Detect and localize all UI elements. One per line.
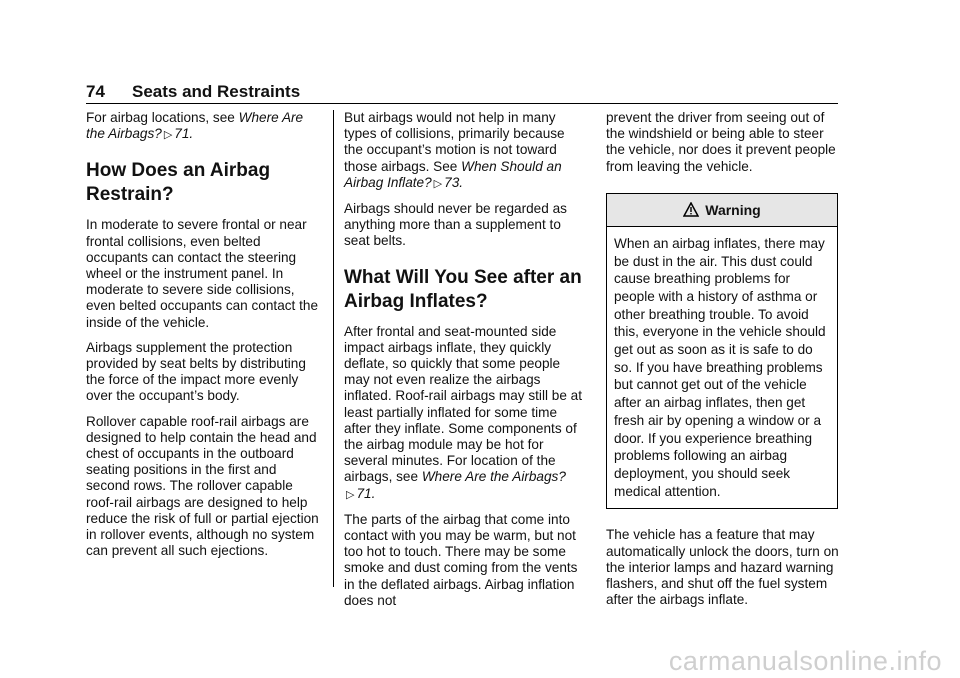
intro-text: For airbag locations, see [86,110,239,125]
paragraph: prevent the driver from seeing out of the windshield or being able to steer the vehicle, nor does it prevent people from leaving the vehicle. [606,110,836,174]
xref-title: Where Are the Airbags? [421,469,566,485]
xref-when-should-airbag-inflate[interactable]: When Should an Airbag Inflate? ▷ 73. [344,158,562,190]
paragraph: The vehicle has a feature that may automatically unlock the doors, turn on the interior lamps and hazard warning flashers, and shut off the fuel system after the airbags inflate. [606,527,839,608]
page-number: 74 [86,82,105,101]
xref-page: 71 [356,485,372,501]
page-ref-arrow-icon: ▷ [346,488,355,501]
column-1 [86,110,321,568]
xref-where-are-airbags[interactable]: Where Are the Airbags? ▷ 71. [86,110,304,142]
xref-page: 73 [444,174,460,190]
column-3 [606,110,842,617]
watermark: carmanualsonline.info [668,646,942,676]
warning-triangle-icon [683,202,699,217]
heading-what-will-you-see: What Will You See after an Airbag Inflates? [344,266,582,312]
paragraph [344,324,584,503]
paragraph: The parts of the airbag that come into contact with you may be warm, but not too hot to touch. There may be some smoke and dust coming from the vents in the deflated airbags. Airbag inflation does not [344,511,578,608]
heading-how-does-airbag-restrain: How Does an Airbag Restrain? [86,160,271,206]
page-ref-arrow-icon: ▷ [163,129,173,142]
warning-text: When an airbag inflates, there may be dust in the air. This dust could cause breathing problems for people with a history of asthma or other breathing trouble. To avoid this, everyone in the vehicle should get out as soon as it is safe to do so. If you have breathing problems but cannot get out of the vehicle after an airbag inflates, then get fresh air by opening a window or a door. If you experience breathing problems following an airbag deployment, you should seek medical attention. [614,235,826,499]
warning-header [607,194,837,227]
page-ref-arrow-icon: ▷ [433,177,443,190]
warning-box [606,193,838,510]
column-divider [333,110,334,587]
intro-paragraph [86,110,321,143]
paragraph [344,110,584,192]
paragraph-text: But airbags would not help in many types of collisions, primarily because the occupant’s motion is not toward those airbags. See [344,110,565,174]
paragraph: Airbags should never be regarded as anything more than a supplement to seat belts. [344,201,567,249]
paragraph: Airbags supplement the protection provided by seat belts by distributing the force of the impact more evenly over the occupant’s body. [86,339,306,404]
xref-title: Where Are the Airbags? [86,110,304,142]
header-rule [86,103,838,104]
page-header [86,80,838,104]
paragraph: In moderate to severe frontal or near frontal collisions, even belted occupants can contact the steering wheel or the instrument panel. In moderate to severe side collisions, even belted occupants can contact the inside of the vehicle. [86,217,319,330]
xref-title: When Should an Airbag Inflate? [344,158,562,190]
xref-where-are-airbags[interactable]: Where Are the Airbags?▷ 71. [346,469,566,501]
section-title: Seats and Restraints [132,82,301,101]
column-2 [344,110,584,618]
xref-page: 71 [174,126,190,142]
paragraph: Rollover capable roof-rail airbags are designed to help contain the head and chest of occupants in the outboard seating positions in the first and second rows. The rollover capable roof-rail airbags are designed to help reduce the risk of full or partial ejection in rollover events, although no system can prevent all such ejections. [86,413,319,559]
warning-title: Warning [705,201,761,218]
paragraph-text: After frontal and seat-mounted side impact airbags inflate, they quickly deflate, so quickly that some people may not even realize the airbags inflated. Roof-rail airbags may still be at least partially inflated for some time after they inflate. Some components of the airbag module may be hot for several minutes. For location of the airbags, see [344,323,582,485]
